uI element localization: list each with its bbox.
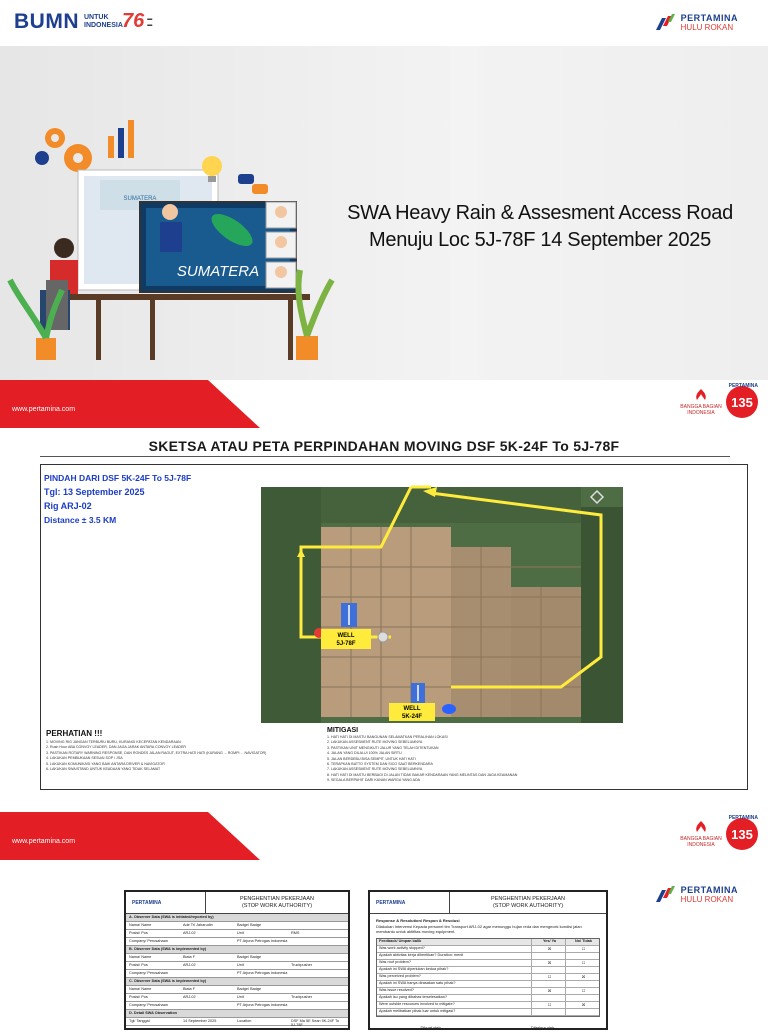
table-cell: Apakah ini SWA hanya dirasakan satu pihak?: [379, 980, 456, 985]
table-cell: Apakah melibatkan pihak luar untuk mitigasi?: [379, 1008, 456, 1013]
mitigasi-item: 2. LAKUKAN ASSESMENT RUTE MOVING SEBELUMNYA: [327, 740, 423, 745]
table-cell: [237, 915, 345, 920]
monitor-text: SUMATERA: [176, 263, 260, 280]
checkbox[interactable]: [565, 995, 599, 1001]
move-distance: Distance ± 3.5 KM: [44, 515, 117, 525]
table-row: [377, 1009, 599, 1016]
footer-bar: [0, 380, 768, 428]
table-cell: Nama/ Name: [129, 955, 152, 959]
table-cell: Ade Tri Jaharudin: [183, 923, 213, 927]
pertamina-name: PERTAMINA: [680, 884, 738, 895]
doc-title-2: (STOP WORK AUTHORITY): [492, 902, 564, 909]
table-cell: Location: [237, 1019, 252, 1023]
badge-caption-2: INDONESIA: [687, 410, 715, 416]
well-b-label-2: 5K-24F: [401, 714, 423, 720]
anniversary-logo: 76 ▬ ▬: [122, 10, 153, 32]
table-cell: PT Arjuna Petrogas Indonesia: [237, 971, 288, 975]
table-cell: PT Arjuna Petrogas Indonesia: [237, 1003, 288, 1007]
badge-caption-2: INDONESIA: [687, 842, 715, 848]
mitigasi-heading: MITIGASI: [327, 727, 359, 734]
checkbox[interactable]: [565, 967, 599, 973]
slide-sketch-map: [0, 380, 768, 812]
checkbox[interactable]: [531, 967, 565, 973]
checkbox[interactable]: ☐: [565, 946, 599, 952]
sign-right: Diterima oleh,: [530, 1024, 556, 1030]
small-monitor-text: SUMATERA: [123, 196, 157, 202]
table-row: [126, 914, 348, 922]
move-date: Tgl: 13 September 2025: [44, 487, 145, 497]
move-rig: Rig ARJ-02: [44, 501, 92, 511]
perhatian-notes: [46, 729, 326, 772]
chat-icon: [252, 184, 268, 194]
doc-title-2: (STOP WORK AUTHORITY): [241, 902, 313, 909]
table-row: [377, 988, 599, 995]
checkbox[interactable]: ☒: [565, 1002, 599, 1008]
table-row: [126, 1018, 348, 1026]
swa-form-response: [368, 890, 608, 1030]
pertamina-logo: [654, 884, 738, 904]
table-cell: [291, 955, 345, 960]
table-cell: RMS: [291, 931, 300, 935]
table-cell: 14 September 2025: [183, 1019, 217, 1023]
pertamina-logo: [654, 12, 738, 32]
checkbox[interactable]: ☐: [531, 974, 565, 980]
title-divider: [40, 456, 730, 457]
table-row: [126, 962, 348, 970]
table-row: [377, 981, 599, 988]
table-cell: Posisi/ Pos: [129, 995, 148, 999]
swa-form-observer: [124, 890, 350, 1030]
checkbox[interactable]: ☒: [531, 960, 565, 966]
table-cell: Badge/ Badge: [237, 923, 262, 927]
table-row: [377, 967, 599, 974]
badge-brand: PERTAMINA: [728, 815, 758, 821]
table-cell: Truckpusher: [291, 963, 312, 967]
perhatian-item: 3. PASTIKAN ROTARY WARNING RESPONSE, DAN RONDES JALAN RAGUT, EXTRA HATI HATI (KURANG ... ROMPI ... NAVIGATOR): [46, 750, 267, 755]
table-cell: Biata F: [183, 955, 196, 959]
flame-icon: [691, 388, 711, 402]
anniversary-badge: [680, 815, 758, 850]
checkbox[interactable]: ☒: [531, 988, 565, 994]
mitigasi-item: 8. HATI HATI DI MASTU BERBAGI DI JALAN TIDAK BAKAR KENDARAAN YANG MELINTAS DAN JAGA KEAMANAN: [327, 772, 518, 777]
sketch-title: SKETSA ATAU PETA PERPINDAHAN MOVING DSF 5K-24F To 5J-78F: [148, 438, 620, 454]
mitigasi-item: 6. TERAPKAN BATTO SYSTEM DAN SICO SAAT BERKENDARA: [327, 762, 433, 767]
table-cell: B. Observer Data (SWA is implemented by): [129, 947, 207, 951]
table-row: [377, 1002, 599, 1009]
sketch-frame: [40, 464, 748, 790]
pertamina-sub: HULU ROKAN: [680, 894, 734, 904]
table-cell: C. Observer Data (SWA is implemented by): [129, 979, 207, 983]
mitigasi-item: 3. PASTIKAN UNIT MENGIKUTI JALUR YANG TELAH DITENTUKAN: [327, 745, 439, 750]
table-row: [377, 953, 599, 960]
map-drawing: [261, 487, 623, 723]
mitigasi-item: 9. SEGALA BERPAHIT DARI KANAN WARGA YANG ADA: [327, 778, 421, 783]
table-row: [377, 960, 599, 967]
pertamina-mark-icon: [654, 884, 676, 904]
sign-left: Dibuat oleh,: [420, 1024, 442, 1030]
table-cell: Was issue resolved?: [379, 987, 414, 992]
table-cell: Company/ Perusahaan: [129, 1003, 168, 1007]
doc-brand: PERTAMINA: [126, 892, 206, 913]
table-cell: Was perceived problem?: [379, 973, 421, 978]
well-a-label-1: WELL: [337, 633, 355, 639]
checkbox[interactable]: ☒: [531, 946, 565, 952]
footer-url[interactable]: www.pertamina.com: [12, 838, 76, 845]
table-cell: D. Detail SWA Observation: [129, 1011, 177, 1015]
checkbox[interactable]: [531, 981, 565, 987]
table-cell: Were outside resources involved to mitigate?: [379, 1001, 455, 1006]
table-cell: DSF Ma 5E Sean 5K-24F To 5J-78F: [291, 1019, 340, 1027]
title-line-2: Menuju Loc 5J-78F 14 September 2025: [369, 229, 711, 251]
checkbox[interactable]: [531, 1009, 565, 1015]
table-cell: Apakah aktivitas kerja dihentikan? Duration: menit: [379, 952, 464, 957]
checkbox[interactable]: [565, 1009, 599, 1015]
doc-title-1: PENGHENTIAN PEKERJAAN: [240, 895, 314, 902]
office-illustration: [0, 110, 340, 372]
slide-swa-forms: [0, 812, 768, 1030]
flame-icon: [691, 820, 711, 834]
perhatian-item: 2. Rush Hour ABA CONVOY LEADER, DAN JAGA JARAK ANTARA CONVOY LEADER: [46, 745, 187, 750]
table-row: [377, 974, 599, 981]
move-from-to: PINDAH DARI DSF 5K-24F To 5J-78F: [44, 473, 192, 483]
table-cell: Biata F: [183, 987, 196, 991]
table-row: [126, 970, 348, 978]
table-cell: Apakah isu yang dibahas terselesaikan?: [379, 994, 447, 999]
table-row: [126, 986, 348, 994]
table-cell: [237, 1011, 345, 1016]
move-info: [44, 471, 244, 527]
bumn-sub-1: UNTUK: [84, 14, 109, 21]
table-row: [126, 978, 348, 986]
table-row: [126, 994, 348, 1002]
table-row: [126, 938, 348, 946]
table-cell: Badge/ Badge: [237, 955, 262, 959]
pertamina-sub: HULU ROKAN: [680, 22, 734, 32]
resp-heading: Response & Resolution/ Respon & Resolusi: [376, 918, 460, 923]
table-cell: [237, 979, 345, 984]
table-cell: ARJ-02: [183, 995, 196, 999]
table-cell: Unit: [237, 931, 244, 935]
checkbox[interactable]: [531, 995, 565, 1001]
pertamina-mark-icon: [654, 12, 676, 32]
table-cell: ARJ-02: [183, 963, 196, 967]
footer-url[interactable]: www.pertamina.com: [12, 406, 76, 413]
table-row: [126, 1002, 348, 1010]
table-cell: Unit: [237, 963, 244, 967]
chat-icon: [238, 174, 254, 184]
table-cell: Was work activity stopped?: [379, 945, 425, 950]
perhatian-heading: PERHATIAN !!!: [46, 729, 103, 738]
gear-icon: [35, 151, 49, 165]
table-cell: Nama/ Name: [129, 923, 152, 927]
checkbox[interactable]: [565, 953, 599, 959]
checkbox[interactable]: ☐: [531, 1002, 565, 1008]
bumn-logo: BUMN UNTUK INDONESIA: [14, 10, 123, 33]
table-cell: Nama/ Name: [129, 987, 152, 991]
table-row: [377, 995, 599, 1002]
perhatian-item: 6. LAKUKAN SWA/STAND UNTUK KEADAAN YANG TIDAK SELAMAT: [46, 767, 161, 772]
table-cell: [291, 987, 345, 992]
badge-caption-1: BANGGA BAGIAN: [680, 836, 722, 842]
table-cell: [237, 947, 345, 952]
badge-brand: PERTAMINA: [728, 383, 758, 389]
slide-title: [0, 0, 768, 380]
perhatian-item: 5. LAKUKAN KOMUNIKASI YANG BAIK ANTARA DRIVER & NAVIGATOR: [46, 761, 165, 766]
table-cell: Company/ Perusahaan: [129, 939, 168, 943]
feedback-table: [376, 938, 600, 1017]
table-row: [126, 930, 348, 938]
bumn-sub-2: INDONESIA: [84, 22, 123, 29]
table-row: [126, 954, 348, 962]
mitigasi-item: 4. JALAN YANG DILALUI 100% JALAN SIRTU: [327, 751, 402, 756]
table-cell: A. Observer Data (SWA is initiated/reported by): [129, 915, 214, 919]
title-line-1: SWA Heavy Rain & Assesment Access Road: [347, 202, 733, 224]
table-cell: Posisi/ Pos: [129, 931, 148, 935]
well-a-label-2: 5J-78F: [336, 641, 356, 647]
table-row: [126, 1010, 348, 1018]
mitigasi-item: 5. JALAN BERDEBU BISA SEMPIT, UNTUK HATI HATI: [327, 756, 416, 761]
table-cell: Badge/ Badge: [237, 987, 262, 991]
perhatian-item: 1. MOVING RIG JANGAN TERBURU BURU, KURANGI KECEPATAN KENDARAAN: [46, 740, 181, 744]
slide-main-title: [330, 200, 750, 254]
table-cell: PT Arjuna Petrogas Indonesia: [237, 939, 288, 943]
table-cell: Posisi/ Pos: [129, 963, 148, 967]
checkbox[interactable]: ☐: [565, 988, 599, 994]
mitigasi-item: 1. HATI HATI DI MASTU BANGUNAN SELAMATKAN PERALIHAN LOKASI: [327, 735, 448, 739]
badge-number: 135: [726, 818, 758, 850]
checkbox[interactable]: [531, 953, 565, 959]
table-cell: Company/ Perusahaan: [129, 971, 168, 975]
table-row: [126, 922, 348, 930]
table-cell: Unit: [237, 995, 244, 999]
badge-caption-1: BANGGA BAGIAN: [680, 404, 722, 410]
table-cell: Truckpusher: [291, 995, 312, 999]
doc-title-1: PENGHENTIAN PEKERJAAN: [491, 895, 565, 902]
checkbox[interactable]: ☐: [565, 960, 599, 966]
table-header: Yes/ Ya: [531, 939, 565, 945]
footer-bar: [0, 812, 768, 860]
well-b-label-1: WELL: [403, 706, 421, 712]
table-row: [377, 946, 599, 953]
checkbox[interactable]: [565, 981, 599, 987]
table-cell: [291, 923, 345, 928]
table-row: [126, 946, 348, 954]
mitigasi-notes: [327, 727, 547, 784]
table-cell: Tgl/ Tanggal: [129, 1019, 150, 1023]
mitigasi-item: 7. LAKUKAN ASSESMENT RUTE MOVING SEBELUMNYA: [327, 767, 423, 772]
badge-number: 135: [726, 386, 758, 418]
table-header: Feedback/ Umpan balik: [379, 938, 422, 943]
table-header: No/ Tidak: [565, 939, 599, 945]
doc-brand: PERTAMINA: [370, 892, 450, 913]
table-cell: Apakah ini SWA diperlukan kedua pihak?: [379, 966, 449, 971]
perhatian-item: 4. LAKUKAN PEMBUKAAN SESUAI SOP / JSA: [46, 756, 123, 761]
table-cell: ARJ-02: [183, 931, 196, 935]
doc-rows: [126, 914, 348, 1026]
satellite-map[interactable]: [261, 487, 623, 723]
anniversary-badge: [680, 383, 758, 418]
resp-text: Dilakukan Intervensi Kepada personel tim Transport ARJ-02 agar menunggu hujan reda dan mengecek kondisi jalan membantu untuk aktifitas moving equipment.: [376, 923, 582, 934]
lightbulb-icon: [202, 156, 222, 176]
table-cell: Was roof problem?: [379, 959, 411, 964]
checkbox[interactable]: ☒: [565, 974, 599, 980]
pertamina-name: PERTAMINA: [680, 12, 738, 23]
